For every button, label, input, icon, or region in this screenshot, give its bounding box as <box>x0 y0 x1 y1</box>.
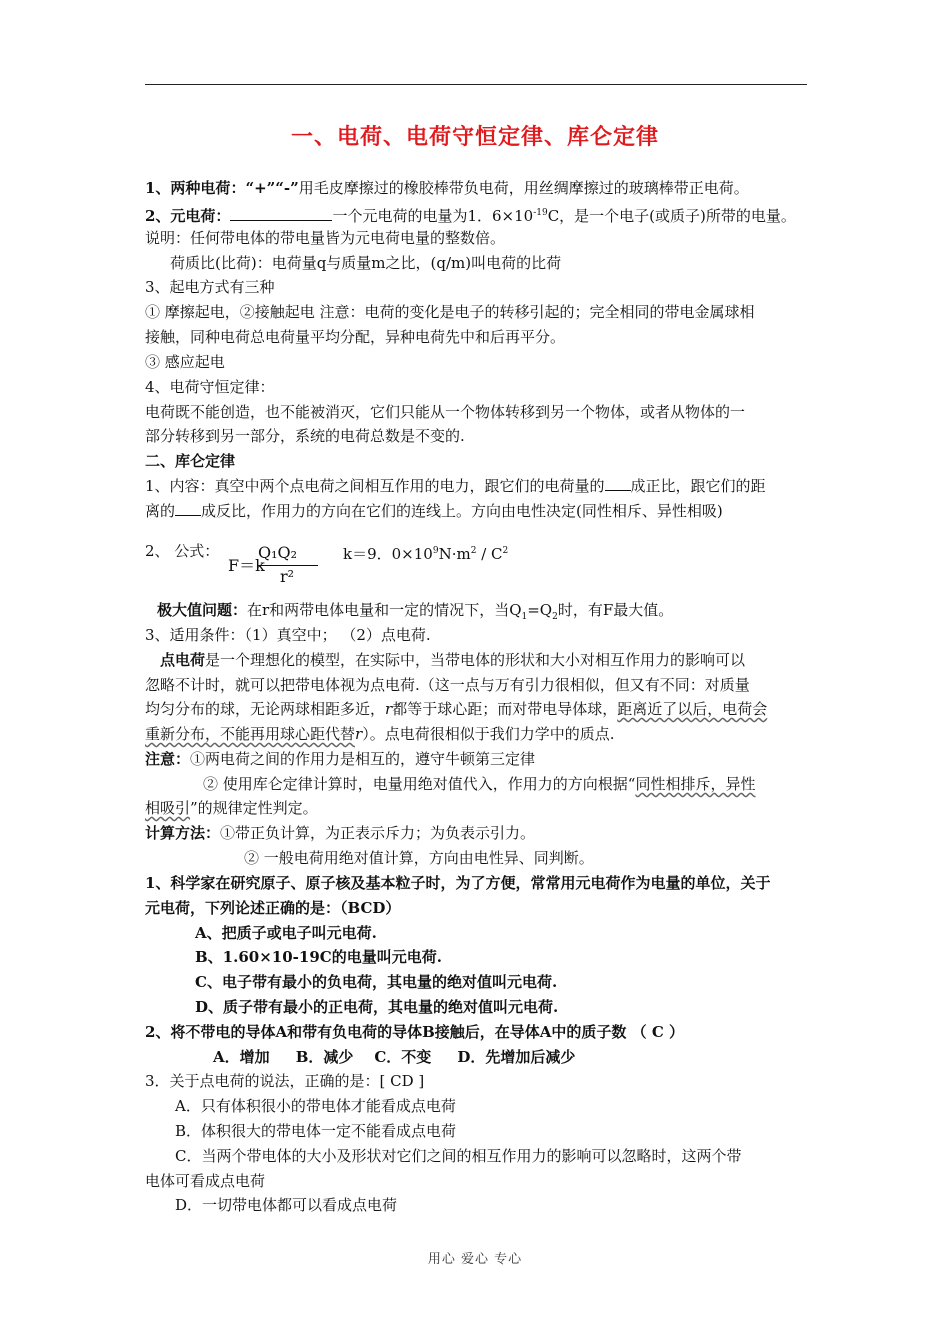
label: 极大值问题： <box>157 601 248 619</box>
text: ①两电荷之间的作用力是相互的，遵守牛顿第三定律 <box>190 750 536 768</box>
label: 2、元电荷： <box>145 207 231 225</box>
wavy-text: 距离近了以后，电荷会 <box>617 700 768 718</box>
para-max-value <box>157 600 673 627</box>
para-charging-methods: 3、起电方式有三种 <box>145 278 275 296</box>
section-coulomb-heading: 二、库仑定律 <box>145 452 236 470</box>
q2-options: A．增加 B．减少 C．不变 D．先增加后减少 <box>213 1048 576 1066</box>
q3-stem: 3．关于点电荷的说法，正确的是：[ CD ] <box>145 1072 425 1090</box>
text: ①带正负计算，为正表示斥力；为负表示引力。 <box>220 824 536 842</box>
exponent: -19 <box>533 208 548 218</box>
page-title: 一、电荷、电荷守恒定律、库仑定律 <box>290 124 659 150</box>
para-conservation-heading: 4、电荷守恒定律： <box>145 378 275 396</box>
formula-denominator: r² <box>280 567 295 586</box>
formula-lhs: F＝k <box>228 556 265 575</box>
charge-signs: “+”“-” <box>245 179 299 197</box>
k-tail-exp: 2 <box>502 546 509 556</box>
k-value: k＝9．0×10 <box>343 545 433 563</box>
end: 时，有F最大值。 <box>557 601 674 619</box>
text: ）。点电荷很相似于我们力学中的质点. <box>362 725 615 743</box>
q3-option-c-line1: C．当两个带电体的大小及形状对它们之间的相互作用力的影响可以忽略时，这两个带 <box>175 1147 742 1165</box>
para-point-charge-line1 <box>160 650 745 670</box>
wavy-text: 相吸引 <box>145 799 191 817</box>
text: 是一个理想化的模型，在实际中，当带电体的形状和大小对相互作用力的影响可以 <box>205 651 746 669</box>
text: 用毛皮摩擦过的橡胶棒带负电荷，用丝绸摩擦过的玻璃棒带正电荷。 <box>298 179 749 197</box>
q1-stem-line2: 元电荷，下列论述正确的是：（BCD） <box>145 899 401 917</box>
q1-stem-line1: 1、科学家在研究原子、原子核及基本粒子时，为了方便，常常用元电荷作为电量的单位，关于 <box>145 874 771 892</box>
q1-option-d: D、质子带有最小的正电荷，其电量的绝对值叫元电荷. <box>195 998 559 1016</box>
q3-option-a: A．只有体积很小的带电体才能看成点电荷 <box>175 1097 456 1115</box>
para-note-1 <box>145 749 535 769</box>
label: 注意： <box>145 750 191 768</box>
para-point-charge-line3 <box>145 699 767 719</box>
k-unit: N·m <box>438 545 471 563</box>
para-conservation-line2: 部分转移到另一部分，系统的电荷总数是不变的. <box>145 427 465 445</box>
wavy-text: 重新分布，不能再用球心距代替 <box>145 725 356 743</box>
label: 1、两种电荷： <box>145 179 246 197</box>
para-conditions: 3、适用条件：（1）真空中； （2）点电荷. <box>145 626 431 644</box>
var-r: r <box>385 700 393 718</box>
sub2: 2 <box>552 612 558 622</box>
para-elementary-charge <box>145 203 796 226</box>
para-note-2 <box>203 774 755 794</box>
k-constant <box>343 541 508 564</box>
formula-label: 2、 公式： <box>145 542 220 560</box>
q3-option-c-line2: 电体可看成点电荷 <box>145 1172 266 1190</box>
mid: =Q <box>527 601 553 619</box>
header-rule <box>145 84 807 85</box>
para-calc-2: ② 一般电荷用绝对值计算，方向由电性异、同判断。 <box>244 849 594 867</box>
text: 成正比，跟它们的距 <box>630 477 766 495</box>
k-unit-exp: 2 <box>470 546 477 556</box>
text: 一个元电荷的电量为1．6×10 <box>332 207 534 225</box>
para-point-charge-line2: 忽略不计时，就可以把带电体视为点电荷.（这一点与万有引力很相似，但又有不同：对质量 <box>145 676 750 694</box>
text: 都等于球心距；而对带电导体球， <box>392 700 618 718</box>
para-calc-1 <box>145 823 535 843</box>
text-tail: C，是一个电子(或质子)所带的电量。 <box>547 207 796 225</box>
para-note: 说明：任何带电体的带电量皆为元电荷电量的整数倍。 <box>145 229 506 247</box>
para-conservation-line1: 电荷既不能创造，也不能被消灭，它们只能从一个物体转移到另一个物体，或者从物体的一 <box>145 403 746 421</box>
para-two-charges <box>145 178 749 198</box>
text: 在r和两带电体电量和一定的情况下，当Q <box>247 601 522 619</box>
para-content-line2 <box>145 501 723 521</box>
k-tail: / C <box>476 545 503 563</box>
label: 点电荷 <box>160 651 206 669</box>
para-charging-line1: ① 摩擦起电，②接触起电 注意：电荷的变化是电子的转移引起的；完全相同的带电金属球相 <box>145 303 755 321</box>
para-point-charge-line4 <box>145 724 614 744</box>
k-exp: 9 <box>432 546 439 556</box>
q2-stem: 2、将不带电的导体A和带有负电荷的导体B接触后，在导体A中的质子数 （ C ） <box>145 1023 684 1041</box>
var-r: r <box>355 725 363 743</box>
para-induction: ③ 感应起电 <box>145 353 225 371</box>
text: 均匀分布的球，无论两球相距多近， <box>145 700 386 718</box>
para-charging-line2: 接触，同种电荷总电荷量平均分配，异种电荷先中和后再平分。 <box>145 328 566 346</box>
label: 计算方法： <box>145 824 221 842</box>
q1-option-b: B、1.60×10-19C的电量叫元电荷. <box>195 948 442 966</box>
formula-numerator: Q₁Q₂ <box>258 543 298 562</box>
q1-option-a: A、把质子或电子叫元电荷. <box>195 924 377 942</box>
q1-option-c: C、电子带有最小的负电荷，其电量的绝对值叫元电荷. <box>195 973 558 991</box>
fill-blank <box>605 476 631 491</box>
fraction-bar <box>258 565 318 566</box>
text: 成反比，作用力的方向在它们的连线上。方向由电性决定(同性相斥、异性相吸) <box>201 502 723 520</box>
fill-blank <box>175 501 201 516</box>
fill-blank <box>230 206 326 221</box>
text: ② 使用库仑定律计算时，电量用绝对值代入，作用力的方向根据“ <box>203 775 636 793</box>
sub1: 1 <box>521 612 528 622</box>
text: 1、内容：真空中两个点电荷之间相互作用的电力，跟它们的电荷量的 <box>145 477 605 495</box>
para-charge-mass-ratio: 荷质比(比荷)：电荷量q与质量m之比，(q/m)叫电荷的比荷 <box>170 254 562 272</box>
q3-option-b: B．体积很大的带电体一定不能看成点电荷 <box>175 1122 457 1140</box>
text: 离的 <box>145 502 176 520</box>
q3-option-d: D．一切带电体都可以看成点电荷 <box>175 1196 398 1214</box>
para-note-3 <box>145 798 318 818</box>
para-content-line1 <box>145 476 766 496</box>
page-footer: 用心 爱心 专心 <box>427 1252 523 1267</box>
wavy-text: 同性相排斥，异性 <box>635 775 756 793</box>
text: ”的规律定性判定。 <box>190 799 318 817</box>
